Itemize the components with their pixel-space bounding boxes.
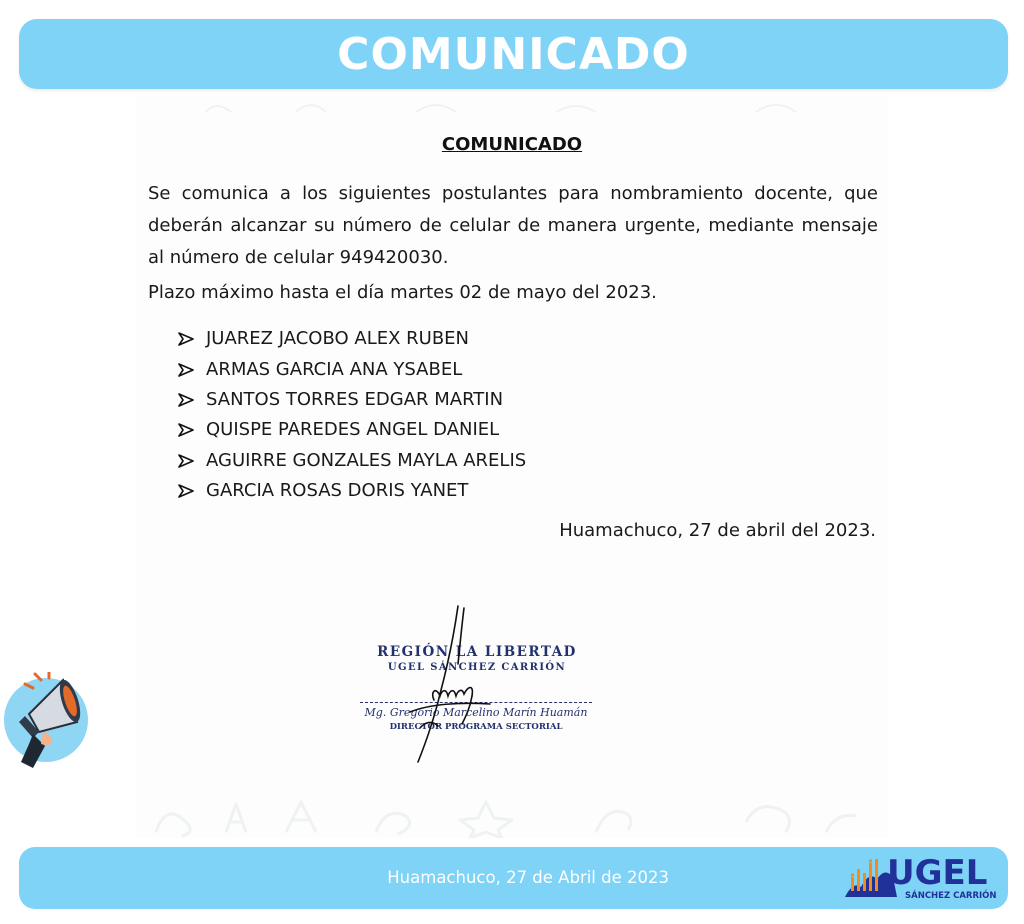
arrow-bullet-icon [178,363,194,377]
footer-date: Huamachuco, 27 de Abril de 2023 [387,868,669,887]
stamp-ugel: UGEL SÁNCHEZ CARRIÓN [387,662,567,673]
header-banner [19,19,1008,89]
postulant-name: AGUIRRE GONZALES MAYLA ARELIS [206,449,527,471]
list-item [178,446,526,476]
watermark-pattern-top [136,96,888,112]
postulant-name: GARCIA ROSAS DORIS YANET [206,480,469,502]
postulant-name: QUISPE PAREDES ANGEL DANIEL [206,419,500,441]
postulant-name: ARMAS GARCIA ANA YSABEL [206,358,463,380]
arrow-bullet-icon [178,484,194,498]
postulant-list [178,324,526,506]
list-item [178,385,526,415]
document-scan [136,96,888,838]
list-item [178,324,526,354]
document-heading: COMUNICADO [441,134,583,155]
document-place-date: Huamachuco, 27 de abril del 2023. [559,520,876,541]
arrow-bullet-icon [178,393,194,407]
stamp-region: REGIÓN LA LIBERTAD [377,644,577,660]
banner-title: COMUNICADO [337,28,690,80]
footer-banner [19,847,1008,909]
postulant-name: JUAREZ JACOBO ALEX RUBEN [206,328,470,350]
list-item [178,476,526,506]
document-body: Se comunica a los siguientes postulantes para nombramiento docente, que deberán alcanzar su número de celular de manera urgente, mediante mensaje al número de celular 949420030. [148,183,878,268]
document-deadline: Plazo máximo hasta el día martes 02 de mayo del 2023. [148,282,657,303]
arrow-bullet-icon [178,454,194,468]
list-item [178,354,526,384]
arrow-bullet-icon [178,332,194,346]
megaphone-icon [3,672,89,772]
handwritten-signature [370,604,510,764]
postulant-name: SANTOS TORRES EDGAR MARTIN [206,388,504,410]
ugel-logo [827,853,1003,905]
ugel-logo-subtitle: SÁNCHEZ CARRIÓN [905,891,997,901]
watermark-pattern-bottom [136,792,888,838]
stamp-signatory-role: DIRECTOR PROGRAMA SECTORIAL [389,722,563,732]
list-item [178,415,526,445]
arrow-bullet-icon [178,423,194,437]
stamp-signatory-name: Mg. Gregorio Marcelino Marín Huamán [364,706,588,719]
ugel-logo-word: UGEL [887,853,988,893]
